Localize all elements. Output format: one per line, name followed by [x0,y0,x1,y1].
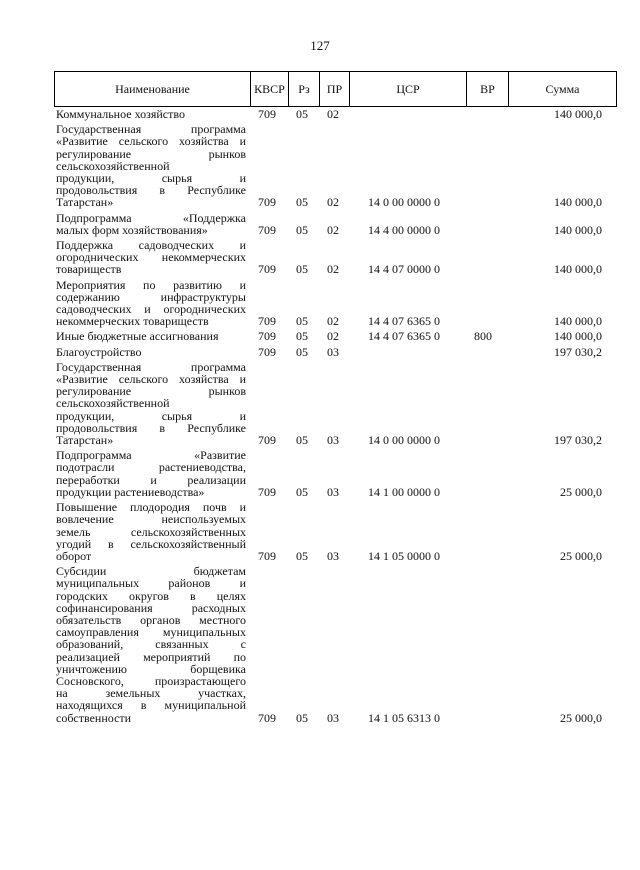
row-rz: 05 [296,329,308,344]
row-kvsr: 709 [258,222,276,237]
row-name-line: Татарстан» [56,195,114,210]
row-name-line: Повышение плодородия почв и [56,500,246,515]
row-name-line: продукции, сырья и [56,408,246,423]
row-name-line: Благоустройство [56,344,142,359]
row-sum: 140 000,0 [554,262,602,277]
row-rz: 05 [296,433,308,448]
row-sum: 140 000,0 [554,329,602,344]
row-name-line: Сосновского, произрастающего [56,673,246,688]
row-sum: 140 000,0 [554,222,602,237]
row-name-line: реализацией мероприятий по [56,649,246,664]
table-row [0,449,640,498]
row-pr: 03 [327,484,339,499]
row-sum: 197 030,2 [554,433,602,448]
table-row [0,501,640,562]
row-name-line: продовольствия в Республике [56,183,246,198]
header-kvsr: КВСР [251,72,289,106]
row-kvsr: 709 [258,314,276,329]
row-name-line: земель сельскохозяйственных [56,524,246,539]
row-name-line: Государственная программа [56,359,246,374]
row-name-line: городских округов в целях [56,588,246,603]
row-name-line: уничтожению борщевика [56,661,246,676]
row-vr: 800 [474,329,492,344]
row-rz: 05 [296,314,308,329]
table-row [0,123,640,208]
table-row [0,108,640,120]
row-csr: 14 0 00 0000 0 [368,195,440,210]
row-pr: 02 [327,107,339,121]
row-rz: 05 [296,710,308,725]
row-name-line: оборот [56,548,92,563]
row-kvsr: 709 [258,710,276,725]
row-name-line: Государственная программа [56,122,246,137]
row-name-line: товариществ [56,262,122,277]
row-pr: 03 [327,433,339,448]
row-csr: 14 0 00 0000 0 [368,433,440,448]
table-row [0,279,640,328]
row-name-line: огороднических некоммерческих [56,250,246,265]
page-number: 127 [310,38,330,53]
row-name-line: Подпрограмма «Поддержка [56,210,246,225]
row-rz: 05 [296,548,308,563]
row-name-line: Подпрограмма «Развитие [56,448,246,463]
row-sum: 140 000,0 [554,107,602,121]
row-pr: 02 [327,262,339,277]
row-rz: 05 [296,484,308,499]
row-rz: 05 [296,195,308,210]
row-pr: 02 [327,314,339,329]
row-kvsr: 709 [258,433,276,448]
row-rz: 05 [296,262,308,277]
row-rz: 05 [296,222,308,237]
row-name-line: садоводческих и огороднических [56,302,246,317]
header-sum: Сумма [545,81,580,96]
row-name-line: Татарстан» [56,433,114,448]
row-name-line: «Развитие сельского хозяйства и [56,134,246,149]
table-row [0,361,640,446]
table-row [0,565,640,724]
row-name-line: Иные бюджетные ассигнования [56,329,219,344]
row-name-line: находящихся в муниципальной [56,698,246,713]
row-name-line: переработки и реализации [56,472,246,487]
row-csr: 14 4 07 6365 0 [368,329,440,344]
row-pr: 02 [327,329,339,344]
row-csr: 14 4 07 0000 0 [368,262,440,277]
table-row [0,330,640,342]
table-row [0,212,640,236]
row-csr: 14 1 00 0000 0 [368,484,440,499]
row-sum: 197 030,2 [554,344,602,359]
row-pr: 03 [327,344,339,359]
row-kvsr: 709 [258,262,276,277]
row-name-line: Коммунальное хозяйство [56,107,185,121]
row-name-line: муниципальных районов и [56,576,246,591]
row-name-line: Субсидии бюджетам [56,564,246,579]
row-kvsr: 709 [258,548,276,563]
row-name-line: самоуправления муниципальных [56,625,246,640]
row-name-line: собственности [56,710,132,725]
row-name-line: сельскохозяйственной [56,158,170,173]
row-sum: 25 000,0 [560,548,602,563]
row-csr: 14 1 05 0000 0 [368,548,440,563]
row-pr: 03 [327,710,339,725]
header-name: Наименование [55,72,251,106]
row-kvsr: 709 [258,195,276,210]
row-name-line: продукции, сырья и [56,171,246,186]
row-kvsr: 709 [258,329,276,344]
table-body [0,108,640,727]
header-csr: ЦСР [350,72,467,106]
row-csr: 14 4 07 6365 0 [368,314,440,329]
row-name-line: образований, связанных с [56,637,246,652]
row-name-line: регулирование рынков [56,146,246,161]
row-name-line: регулирование рынков [56,384,246,399]
row-name-line: «Развитие сельского хозяйства и [56,372,246,387]
row-name-line: на земельных участках, [56,686,246,701]
row-name [56,565,246,724]
row-name-line: некоммерческих товариществ [56,314,209,329]
row-pr: 02 [327,195,339,210]
row-csr: 14 1 05 6313 0 [368,710,440,725]
row-pr: 02 [327,222,339,237]
row-sum: 25 000,0 [560,710,602,725]
row-name-line: сельскохозяйственной [56,396,170,411]
row-rz: 05 [296,344,308,359]
row-name-line: подотрасли растениеводства, [56,460,246,475]
row-name-line: софинансирования расходных [56,600,246,615]
row-kvsr: 709 [258,107,276,121]
row-rz: 05 [296,107,308,121]
row-name-line: обязательств органов местного [56,612,246,627]
row-sum: 140 000,0 [554,195,602,210]
row-name-line: продукции растениеводства» [56,484,205,499]
row-kvsr: 709 [258,344,276,359]
header-vr: ВР [467,72,509,106]
row-csr: 14 4 00 0000 0 [368,222,440,237]
row-name-line: угодий в сельскохозяйственный [56,536,246,551]
row-pr: 03 [327,548,339,563]
table-row [0,239,640,276]
row-name-line: Мероприятия по развитию и [56,277,246,292]
row-name-line: продовольствия в Республике [56,420,246,435]
row-sum: 140 000,0 [554,314,602,329]
row-name-line: малых форм хозяйствования» [56,222,208,237]
row-name-line: Поддержка садоводческих и [56,238,246,253]
table-row [0,346,640,358]
row-sum: 25 000,0 [560,484,602,499]
header-rz: Рз [289,72,320,106]
row-name-line: содержанию инфраструктуры [56,289,246,304]
header-pr: ПР [320,72,350,106]
table-header [54,71,617,107]
row-kvsr: 709 [258,484,276,499]
row-name-line: вовлечение неиспользуемых [56,512,246,527]
